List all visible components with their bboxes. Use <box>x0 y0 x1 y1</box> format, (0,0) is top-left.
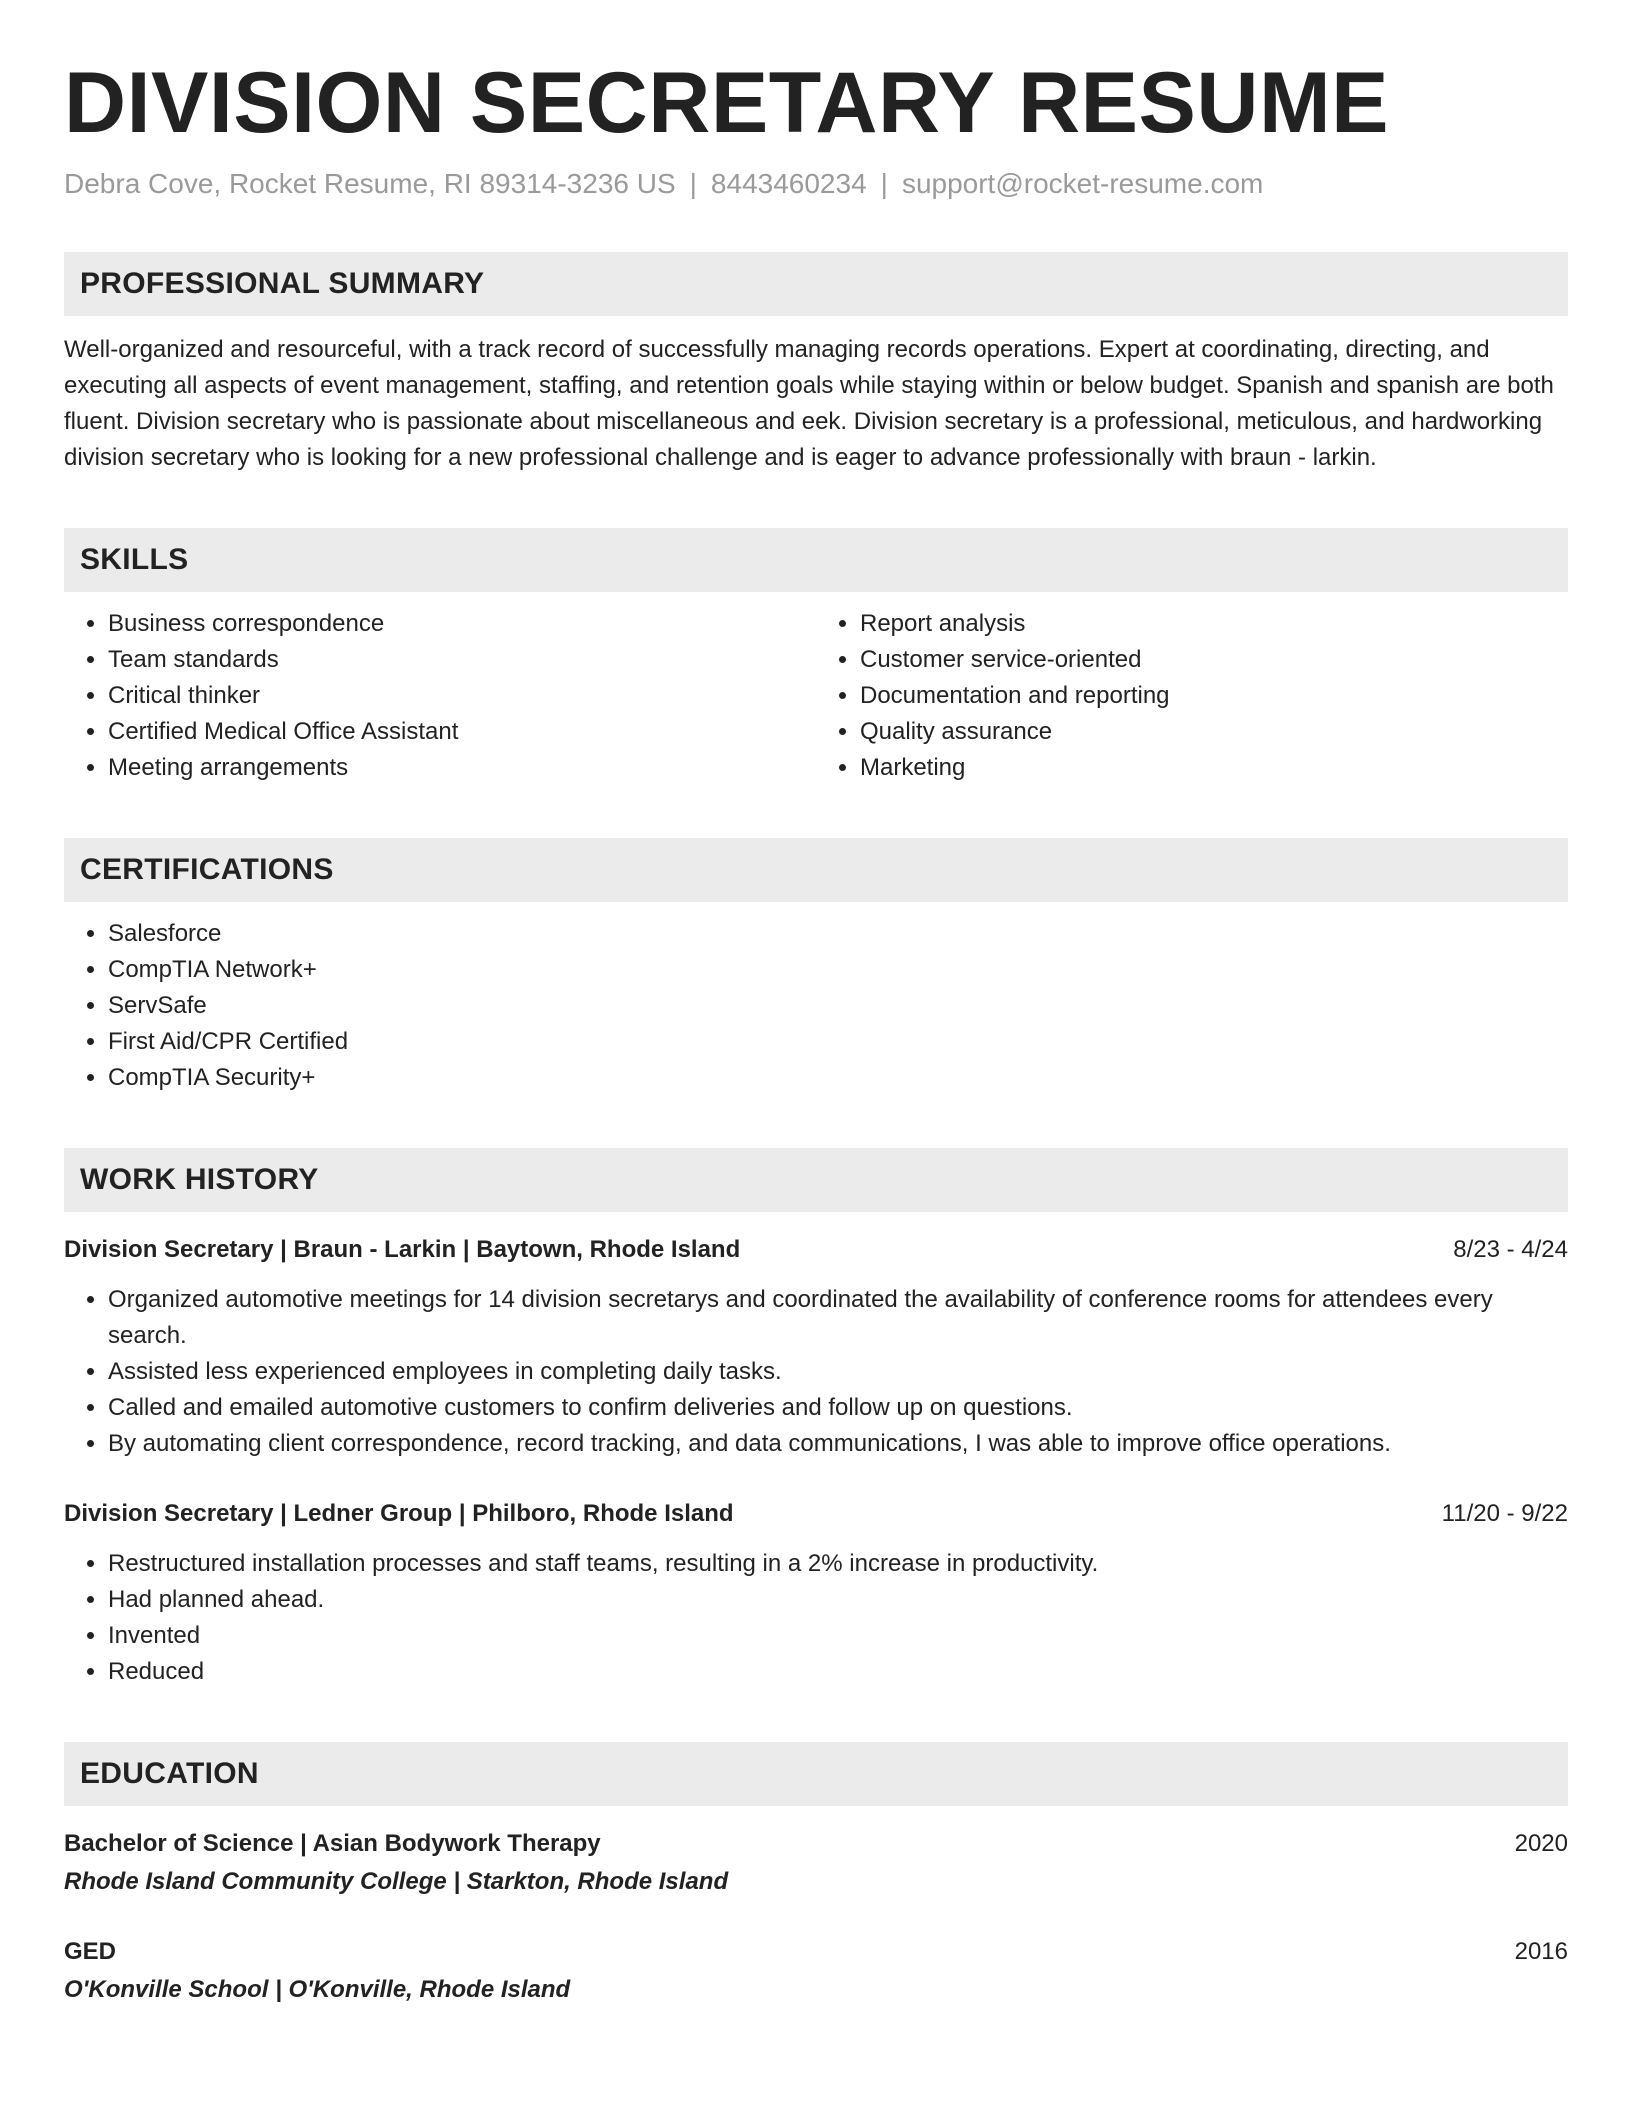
contact-address: Debra Cove, Rocket Resume, RI 89314-3236 US <box>64 168 676 200</box>
section-header-education: EDUCATION <box>64 1742 1568 1806</box>
certification-item: • Salesforce <box>108 916 1568 952</box>
skill-item: • Certified Medical Office Assistant <box>108 714 816 750</box>
education-entry <box>64 1934 1568 2008</box>
skill-item: • Critical thinker <box>108 678 816 714</box>
education-heading <box>64 1826 1568 1862</box>
education-school: O'Konville School | O'Konville, Rhode Island <box>64 1976 571 2004</box>
job-entry <box>64 1496 1568 1690</box>
certification-item: • CompTIA Network+ <box>108 952 1568 988</box>
skills-list-right <box>816 606 1568 786</box>
job-bullets <box>64 1282 1568 1462</box>
skill-item: • Marketing <box>860 750 1568 786</box>
skill-item: • Documentation and reporting <box>860 678 1568 714</box>
section-header-summary: PROFESSIONAL SUMMARY <box>64 252 1568 316</box>
job-heading <box>64 1232 1568 1268</box>
skill-item: • Customer service-oriented <box>860 642 1568 678</box>
skill-item: • Quality assurance <box>860 714 1568 750</box>
skill-item: • Report analysis <box>860 606 1568 642</box>
certification-item: • ServSafe <box>108 988 1568 1024</box>
contact-phone: 8443460234 <box>710 168 867 200</box>
job-bullets <box>64 1546 1568 1690</box>
skills-grid <box>64 606 1568 786</box>
job-title: Division Secretary | Braun - Larkin | Baytown, Rhode Island <box>64 1236 741 1264</box>
certification-item: • First Aid/CPR Certified <box>108 1024 1568 1060</box>
education-entry <box>64 1826 1568 1900</box>
section-header-certifications: CERTIFICATIONS <box>64 838 1568 902</box>
section-header-work-history: WORK HISTORY <box>64 1148 1568 1212</box>
job-bullet: • Organized automotive meetings for 14 division secretarys and coordinated the availability of conference rooms for attendees every search. <box>108 1282 1568 1354</box>
job-bullet: • By automating client correspondence, record tracking, and data communications, I was able to improve office operations. <box>108 1426 1568 1462</box>
education-degree: GED <box>64 1938 117 1966</box>
contact-separator: | <box>880 168 888 200</box>
skill-item: • Business correspondence <box>108 606 816 642</box>
job-dates: 11/20 - 9/22 <box>1441 1500 1568 1528</box>
job-dates: 8/23 - 4/24 <box>1453 1236 1568 1264</box>
job-heading <box>64 1496 1568 1532</box>
education-degree: Bachelor of Science | Asian Bodywork Therapy <box>64 1830 601 1858</box>
contact-line <box>64 168 1568 200</box>
education-year: 2016 <box>1514 1938 1568 1966</box>
job-bullet: • Assisted less experienced employees in completing daily tasks. <box>108 1354 1568 1390</box>
education-school: Rhode Island Community College | Starkton, Rhode Island <box>64 1868 729 1896</box>
education-year: 2020 <box>1514 1830 1568 1858</box>
skill-item: • Team standards <box>108 642 816 678</box>
certifications-list <box>64 916 1568 1096</box>
resume-title: DIVISION SECRETARY RESUME <box>64 55 1390 151</box>
contact-email: support@rocket-resume.com <box>901 168 1264 200</box>
section-header-skills: SKILLS <box>64 528 1568 592</box>
job-bullet: • Called and emailed automotive customers to confirm deliveries and follow up on questions. <box>108 1390 1568 1426</box>
skill-item: • Meeting arrangements <box>108 750 816 786</box>
job-bullet: • Reduced <box>108 1654 1568 1690</box>
certification-item: • CompTIA Security+ <box>108 1060 1568 1096</box>
skills-list-left <box>64 606 816 786</box>
education-heading <box>64 1934 1568 1970</box>
job-bullet: • Invented <box>108 1618 1568 1654</box>
summary-text: Well-organized and resourceful, with a track record of successfully managing records operations. Expert at coordinating, directing, and executing all aspects of event management, staffing, and retention goals while staying within or below budget. Spanish and spanish are both fluent. Division secretary who is passionate about miscellaneous and eek. Division secretary is a professional, meticulous, and hardworking division secretary who is looking for a new professional challenge and is eager to advance professionally with braun - larkin. <box>64 336 1554 472</box>
job-title: Division Secretary | Ledner Group | Philboro, Rhode Island <box>64 1500 734 1528</box>
contact-separator: | <box>689 168 697 200</box>
job-bullet: • Restructured installation processes and staff teams, resulting in a 2% increase in productivity. <box>108 1546 1568 1582</box>
job-bullet: • Had planned ahead. <box>108 1582 1568 1618</box>
job-entry <box>64 1232 1568 1462</box>
